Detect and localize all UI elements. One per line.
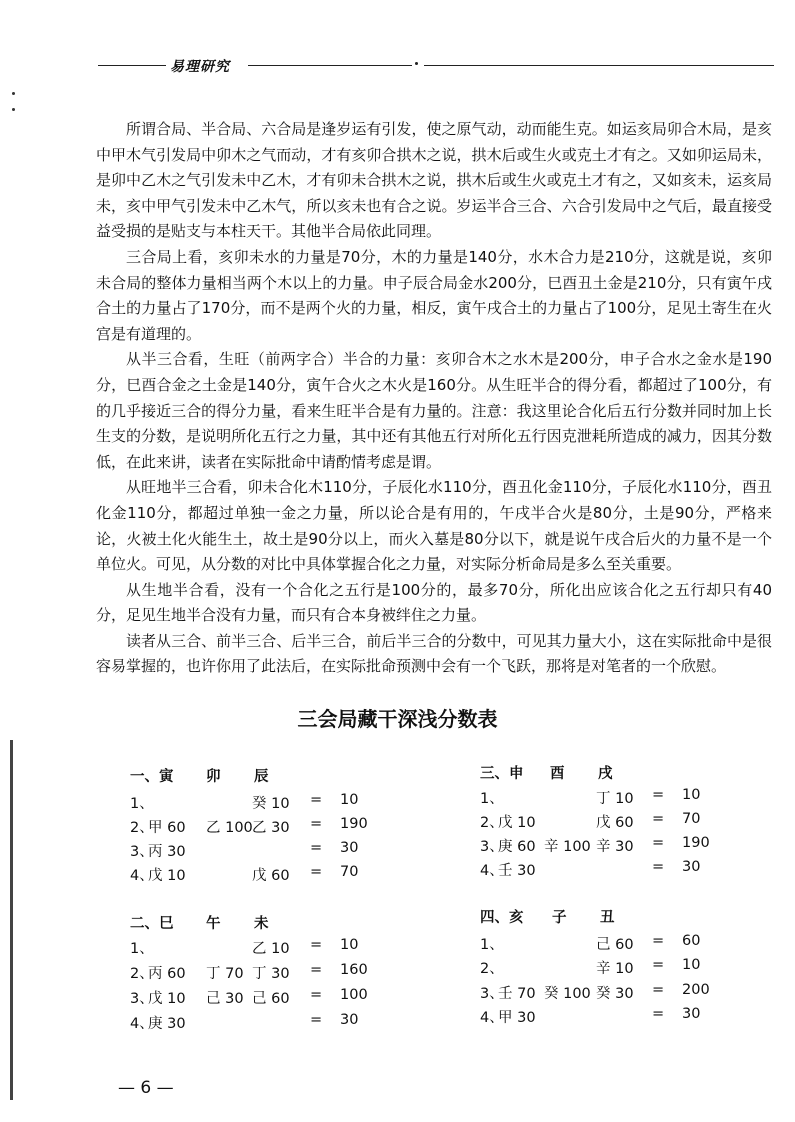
cell-stem-3: 乙 30 <box>252 820 290 836</box>
paragraph: 所谓合局、半合局、六合局是逢岁运有引发，使之原气动，动而能生克。如运亥局卯合木局，是亥中甲木气引发局中卯木之气而动，才有亥卯合拱木之说，拱木后或生火或克土才有之。又如卯运局未，是卯中乙木之气引发未中乙木，才有卯未合拱木之说，拱木后或生火或克土才有之，又如亥未，运亥局未，亥中甲气引发未中乙木气，所以亥未也有合之说。岁运半合三合、六合引发局中之气后，最直接受益受损的是贴支与本柱天干。其他半合局依此同理。 <box>96 120 772 241</box>
paragraph: 从半三合看，生旺（前两字合）半合的力量：亥卯合木之水木是200分，申子合水之金水是190分，巳酉合金之土金是140分，寅午合火之木火是160分。从生旺半合的得分看，都超过了100分，有的几乎接近三合的得分力量，看来生旺半合是有力量的。注意：我这里论合化后五行分数并同时加上长生支的分数，是说明所化五行之力量，其中还有其他五行对所化五行因克泄耗所造成的减力，因其分数低，在此来讲，读者在实际批命中请酌情考虑是谓。 <box>96 350 772 471</box>
equals-sign: = <box>310 987 323 1003</box>
equals-sign: = <box>652 957 665 973</box>
group-heading-branch: 酉 <box>550 766 565 782</box>
group-heading-branch: 一、寅 <box>130 769 174 785</box>
row-index: 4、 <box>130 1016 154 1032</box>
group-heading-branch: 三、申 <box>480 766 524 782</box>
table-row <box>130 1012 430 1036</box>
group-heading-branch: 午 <box>206 916 221 932</box>
cell-stem-1: 壬 30 <box>498 863 536 879</box>
page-number: — 6 — <box>118 1078 174 1098</box>
header-rule-right <box>424 65 774 66</box>
row-index: 2、 <box>480 815 504 831</box>
equals-sign: = <box>652 982 665 998</box>
row-index: 3、 <box>130 844 154 860</box>
equals-sign: = <box>310 816 323 832</box>
row-index: 1、 <box>130 941 154 957</box>
cell-stem-3: 癸 10 <box>252 796 290 812</box>
cell-stem-2: 乙 100 <box>206 820 253 836</box>
table-row <box>130 840 430 864</box>
body-text <box>96 117 772 680</box>
cell-stem-1: 丙 30 <box>148 844 186 860</box>
table-row <box>480 933 780 957</box>
cell-stem-3: 戊 60 <box>596 815 634 831</box>
cell-total: 10 <box>340 937 359 953</box>
running-header <box>98 56 774 76</box>
row-index: 3、 <box>480 839 504 855</box>
group-heading-branch: 二、巳 <box>130 916 174 932</box>
cell-total: 30 <box>340 1012 359 1028</box>
table-row <box>130 816 430 840</box>
cell-total: 30 <box>340 840 359 856</box>
table-row <box>480 957 780 981</box>
equals-sign: = <box>652 835 665 851</box>
row-index: 2、 <box>480 961 504 977</box>
row-index: 1、 <box>130 796 154 812</box>
group-heading-branch: 卯 <box>206 769 221 785</box>
cell-stem-1: 戊 10 <box>148 991 186 1007</box>
group-heading-branch: 未 <box>254 916 269 932</box>
cell-total: 10 <box>340 792 359 808</box>
cell-stem-3: 丁 10 <box>596 791 634 807</box>
table-row <box>130 792 430 816</box>
table-row <box>480 811 780 835</box>
header-rule-middle <box>248 65 412 66</box>
cell-stem-1: 戊 10 <box>498 815 536 831</box>
equals-sign: = <box>652 859 665 875</box>
cell-stem-1: 壬 70 <box>498 986 536 1002</box>
cell-total: 70 <box>682 811 701 827</box>
table-row <box>130 864 430 888</box>
group-heading-branch: 子 <box>552 910 567 926</box>
row-index: 3、 <box>480 986 504 1002</box>
cell-stem-3: 乙 10 <box>252 941 290 957</box>
cell-stem-1: 甲 60 <box>148 820 186 836</box>
paragraph: 读者从三合、前半三合、后半三合，前后半三合的分数中，可见其力量大小，这在实际批命中是很容易掌握的，也许你用了此法后，在实际批命预测中会有一个飞跃，那将是对笔者的一个欣慰。 <box>96 631 772 676</box>
table-row <box>480 982 780 1006</box>
cell-stem-1: 甲 30 <box>498 1010 536 1026</box>
table-row <box>480 1006 780 1030</box>
row-index: 2、 <box>130 966 154 982</box>
table-title: 三会局藏干深浅分数表 <box>297 707 498 731</box>
cell-stem-1: 庚 30 <box>148 1016 186 1032</box>
table-row <box>480 835 780 859</box>
cell-stem-3: 辛 30 <box>596 839 634 855</box>
equals-sign: = <box>652 811 665 827</box>
paragraph: 从生地半合看，没有一个合化之五行是100分的，最多70分，所化出应该合化之五行却只有40分，足见生地半合没有力量，而只有合本身被绊住之力量。 <box>96 580 772 625</box>
margin-speck <box>12 92 15 95</box>
paragraph: 从旺地半三合看，卯未合化木110分，子辰化水110分，酉丑化金110分，子辰化水110分，酉丑化金110分，都超过单独一金之力量，所以论合是有用的，午戌半合火是80分，土是90分，严格来论，火被土化火能生土，故土是90分以上，而火入墓是80分以下，就是说午戌合后火的力量不是一个单位火。可见，从分数的对比中具体掌握合化之力量，对实际分析命局是多么至关重要。 <box>96 478 772 574</box>
margin-speck <box>12 108 15 111</box>
equals-sign: = <box>310 962 323 978</box>
header-dot <box>415 62 418 65</box>
cell-stem-2: 辛 100 <box>544 839 591 855</box>
cell-total: 10 <box>682 957 701 973</box>
cell-stem-1: 戊 10 <box>148 868 186 884</box>
group-heading-branch: 辰 <box>254 769 269 785</box>
row-index: 4、 <box>130 868 154 884</box>
cell-stem-2: 己 30 <box>206 991 244 1007</box>
cell-stem-2: 癸 100 <box>544 986 591 1002</box>
equals-sign: = <box>652 1006 665 1022</box>
cell-total: 30 <box>682 859 701 875</box>
group-heading-branch: 丑 <box>600 910 615 926</box>
row-index: 1、 <box>480 937 504 953</box>
cell-stem-3: 己 60 <box>252 991 290 1007</box>
cell-total: 190 <box>682 835 710 851</box>
cell-total: 60 <box>682 933 701 949</box>
cell-stem-3: 戊 60 <box>252 868 290 884</box>
table-row <box>480 859 780 883</box>
header-title: 易理研究 <box>170 59 230 75</box>
equals-sign: = <box>652 933 665 949</box>
row-index: 1、 <box>480 791 504 807</box>
equals-sign: = <box>310 840 323 856</box>
header-rule-left <box>98 65 166 66</box>
equals-sign: = <box>310 1012 323 1028</box>
group-heading-branch: 戌 <box>598 766 613 782</box>
equals-sign: = <box>310 864 323 880</box>
row-index: 4、 <box>480 1010 504 1026</box>
equals-sign: = <box>310 937 323 953</box>
row-index: 4、 <box>480 863 504 879</box>
cell-total: 200 <box>682 982 710 998</box>
cell-stem-3: 己 60 <box>596 937 634 953</box>
equals-sign: = <box>310 792 323 808</box>
cell-stem-1: 丙 60 <box>148 966 186 982</box>
paragraph: 三合局上看，亥卯未水的力量是70分，木的力量是140分，水木合力是210分，这就是说，亥卯未合局的整体力量相当两个木以上的力量。申子辰合局金水200分，巳酉丑土金是210分，只有寅午戌合土的力量占了170分，而不是两个火的力量，相反，寅午戌合土的力量占了100分，足见土寄生在火宫是有道理的。 <box>96 247 772 343</box>
cell-stem-1: 庚 60 <box>498 839 536 855</box>
cell-stem-3: 丁 30 <box>252 966 290 982</box>
table-row <box>480 787 780 811</box>
row-index: 3、 <box>130 991 154 1007</box>
equals-sign: = <box>652 787 665 803</box>
table-row <box>130 987 430 1011</box>
cell-total: 160 <box>340 962 368 978</box>
cell-stem-3: 癸 30 <box>596 986 634 1002</box>
cell-total: 10 <box>682 787 701 803</box>
cell-total: 70 <box>340 864 359 880</box>
group-heading-branch: 四、亥 <box>480 910 524 926</box>
cell-stem-3: 辛 10 <box>596 961 634 977</box>
cell-total: 100 <box>340 987 368 1003</box>
row-index: 2、 <box>130 820 154 836</box>
table-row <box>130 962 430 986</box>
cell-stem-2: 丁 70 <box>206 966 244 982</box>
cell-total: 190 <box>340 816 368 832</box>
cell-total: 30 <box>682 1006 701 1022</box>
table-row <box>130 937 430 961</box>
binding-edge-shadow <box>10 740 13 1100</box>
